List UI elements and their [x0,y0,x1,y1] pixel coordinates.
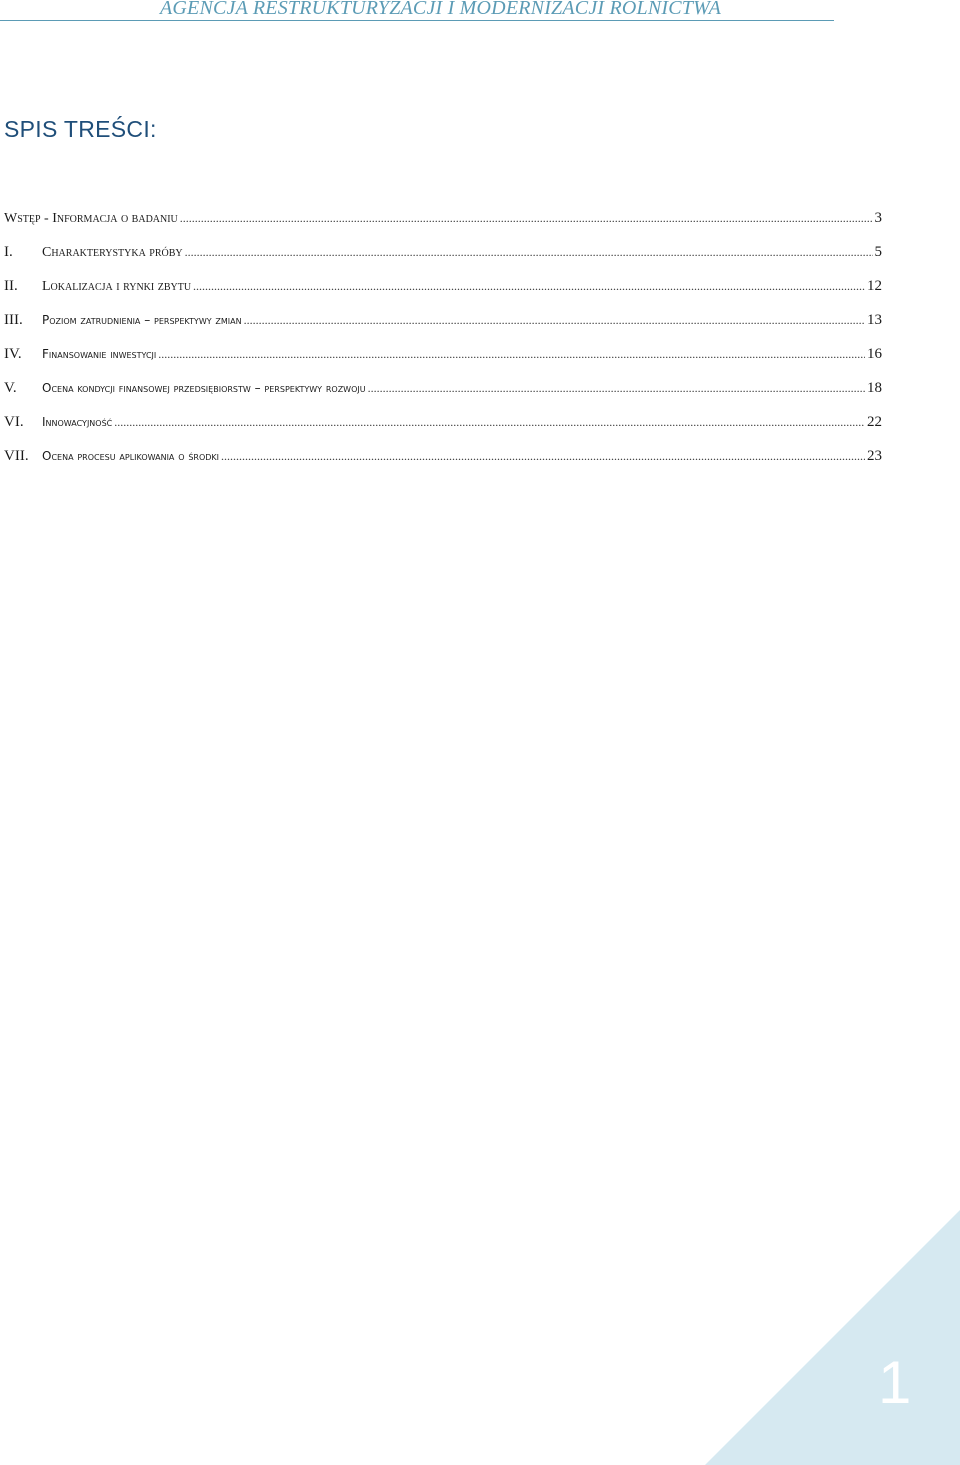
toc-entry-page: 3 [874,210,882,226]
toc-entry-label: Poziom zatrudnienia – perspektywy zmian [42,313,242,327]
toc-entry-number: IV. [4,346,22,362]
toc-entry-page: 5 [874,244,882,260]
toc-entry-page: 22 [867,414,882,430]
toc-entry-4[interactable] [4,346,882,380]
toc-leader-dots [193,279,865,294]
toc-entry-label: Wstęp - Informacja o badaniu [4,211,178,226]
toc-entry-page: 13 [867,312,882,328]
toc-entry-label: Ocena kondycji finansowej przedsiębiorstw – perspektywy rozwoju [42,381,366,395]
header-rule [0,20,834,21]
toc-leader-dots [185,245,873,260]
toc-entry-label: Charakterystyka próby [42,245,183,260]
toc-leader-dots [221,449,865,464]
toc-entry-label: Ocena procesu aplikowania o środki [42,449,220,463]
table-of-contents [4,210,882,482]
toc-entry-label: Finansowanie inwestycji [42,347,157,361]
toc-leader-dots [180,211,873,226]
toc-entry-7[interactable] [4,448,882,482]
toc-leader-dots [244,313,865,328]
toc-leader-dots [368,381,865,396]
toc-entry-3[interactable] [4,312,882,346]
toc-entry-page: 16 [867,346,882,362]
toc-entry-number: I. [4,244,13,260]
toc-heading: SPIS TREŚCI: [4,116,157,142]
toc-entry-6[interactable] [4,414,882,448]
toc-entry-label: Innowacyjność [42,415,113,429]
toc-leader-dots [158,347,865,362]
toc-entry-number: V. [4,380,17,396]
toc-entry-number: III. [4,312,23,328]
toc-entry-page: 12 [867,278,882,294]
toc-entry-intro[interactable] [4,210,882,244]
toc-entry-page: 18 [867,380,882,396]
toc-leader-dots [114,415,865,430]
page-number: 1 [878,1349,912,1416]
toc-entry-number: II. [4,278,18,294]
toc-entry-page: 23 [867,448,882,464]
toc-entry-2[interactable] [4,278,882,312]
toc-entry-number: VI. [4,414,24,430]
toc-entry-1[interactable] [4,244,882,278]
toc-entry-label: Lokalizacja i rynki zbytu [42,279,192,294]
toc-entry-number: VII. [4,448,29,464]
toc-entry-5[interactable] [4,380,882,414]
header-title: AGENCJA RESTRUKTURYZACJI I MODERNIZACJI ROLNICTWA [160,0,721,19]
